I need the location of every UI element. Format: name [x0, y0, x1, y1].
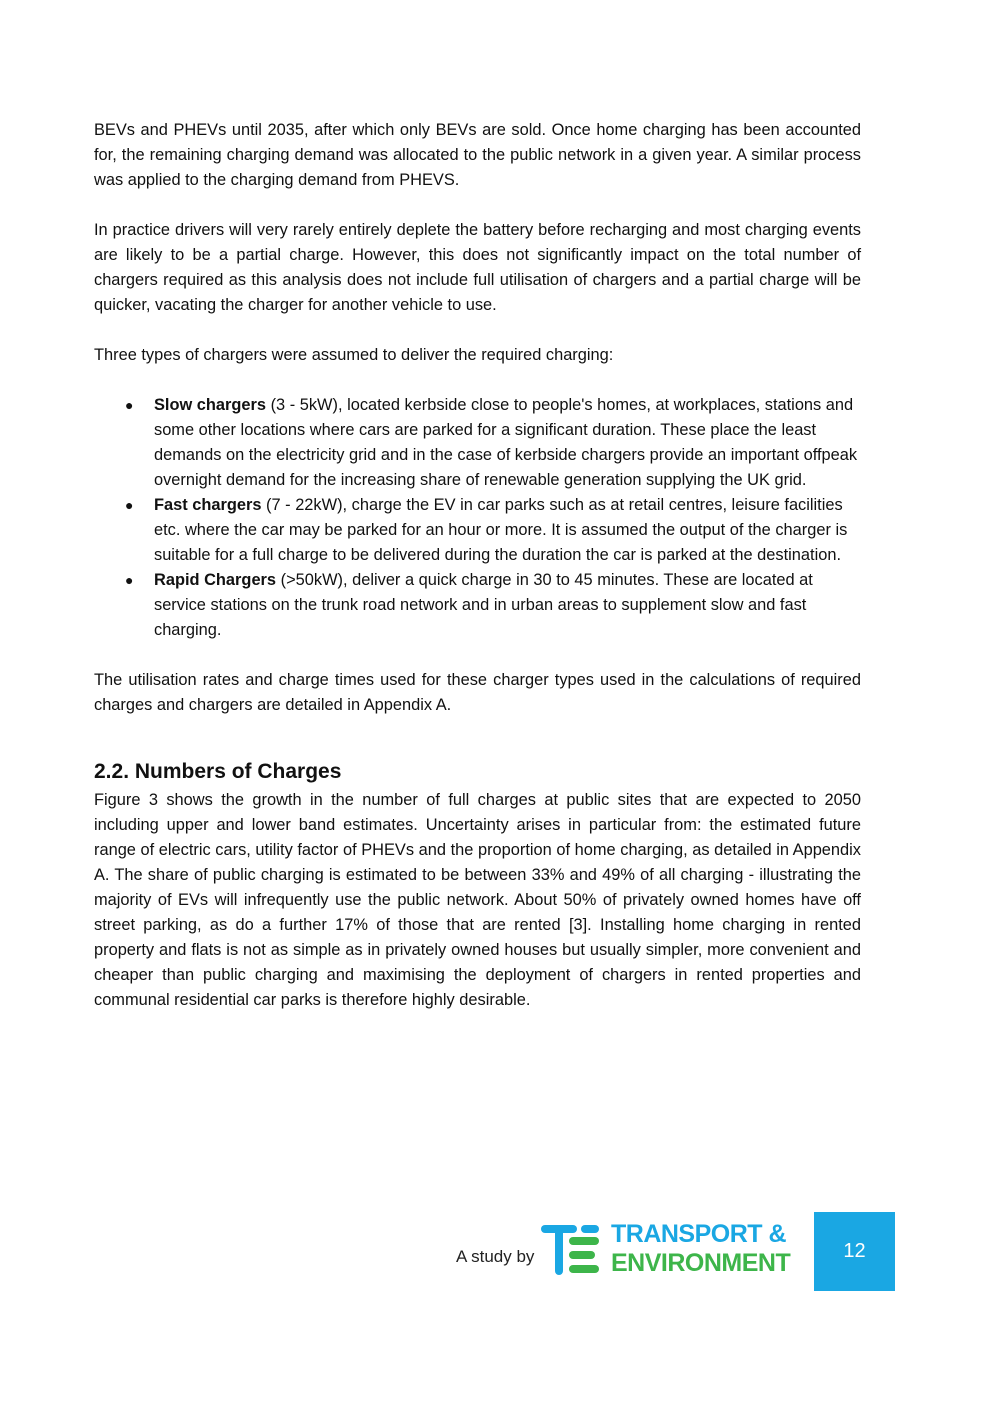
transport-environment-logo: [541, 1220, 806, 1280]
paragraph-utilisation-rates: The utilisation rates and charge times used for these charger types used in the calculations of required charges and chargers are detailed in Appendix A.: [94, 671, 861, 714]
paragraph-charger-types-intro: Three types of chargers were assumed to deliver the required charging:: [94, 346, 614, 364]
list-item: [94, 393, 861, 493]
te-logo-icon: [541, 1223, 601, 1277]
bullet-term: Slow chargers: [154, 396, 267, 414]
bullet-dot-icon: ●: [125, 397, 134, 413]
bullet-term: Fast chargers: [154, 496, 262, 514]
page-body: [94, 118, 861, 1013]
list-item: [94, 568, 861, 643]
logo-wordmark: [611, 1220, 790, 1278]
logo-line-transport: TRANSPORT &: [611, 1220, 787, 1248]
paragraph-charging-allocation: BEVs and PHEVs until 2035, after which only BEVs are sold. Once home charging has been accounted for, the remaining charging demand was allocated to the public network in a given year. A similar process was applied to the charging demand from PHEVS.: [94, 121, 861, 189]
bullet-text: (7 - 22kW), charge the EV in car parks such as at retail centres, leisure facilities etc. where the car may be parked for an hour or more. It is assumed the output of the charger is suitable for a full charge to be delivered during the duration the car is parked at the destination.: [154, 496, 848, 564]
page-number: 12: [814, 1212, 895, 1291]
section-body: Figure 3 shows the growth in the number of full charges at public sites that are expected to 2050 including upper and lower band estimates. Uncertainty arises in particular from: the estimated future range of electric cars, utility factor of PHEVs and the proportion of home charging, as detailed in Appendix A. The share of public charging is estimated to be between 33% and 49% of all charging - illustrating the majority of EVs will infrequently use the public network. About 50% of privately owned homes have off street parking, as do a further 17% of those that are rented [3]. Installing home charging in rented property and flats is not as simple as in privately owned houses but usually simpler, more convenient and cheaper than public charging and maximising the deployment of chargers in rented properties and communal residential car parks is therefore highly desirable.: [94, 791, 861, 1009]
bullet-dot-icon: ●: [125, 497, 134, 513]
study-by-label: A study by: [456, 1247, 535, 1266]
section-heading: 2.2. Numbers of Charges: [94, 760, 342, 783]
list-item: [94, 493, 861, 568]
bullet-text: (3 - 5kW), located kerbside close to people's homes, at workplaces, stations and some other locations where cars are parked for a significant duration. These place the least demands on the electricity grid and in the case of kerbside chargers provide an important offpeak overnight demand for the increasing share of renewable generation supplying the UK grid.: [154, 396, 858, 489]
paragraph-partial-charge: In practice drivers will very rarely entirely deplete the battery before recharging and most charging events are likely to be a partial charge. However, this does not significantly impact on the total number of chargers required as this analysis does not include full utilisation of chargers and a partial charge will be quicker, vacating the charger for another vehicle to use.: [94, 221, 861, 314]
logo-line-environment: ENVIRONMENT: [611, 1249, 791, 1277]
bullet-term: Rapid Chargers: [154, 571, 277, 589]
bullet-text: (>50kW), deliver a quick charge in 30 to 45 minutes. These are located at service stations on the trunk road network and in urban areas to supplement slow and fast charging.: [154, 571, 813, 639]
charger-types-list: [94, 393, 861, 643]
bullet-dot-icon: ●: [125, 572, 134, 588]
